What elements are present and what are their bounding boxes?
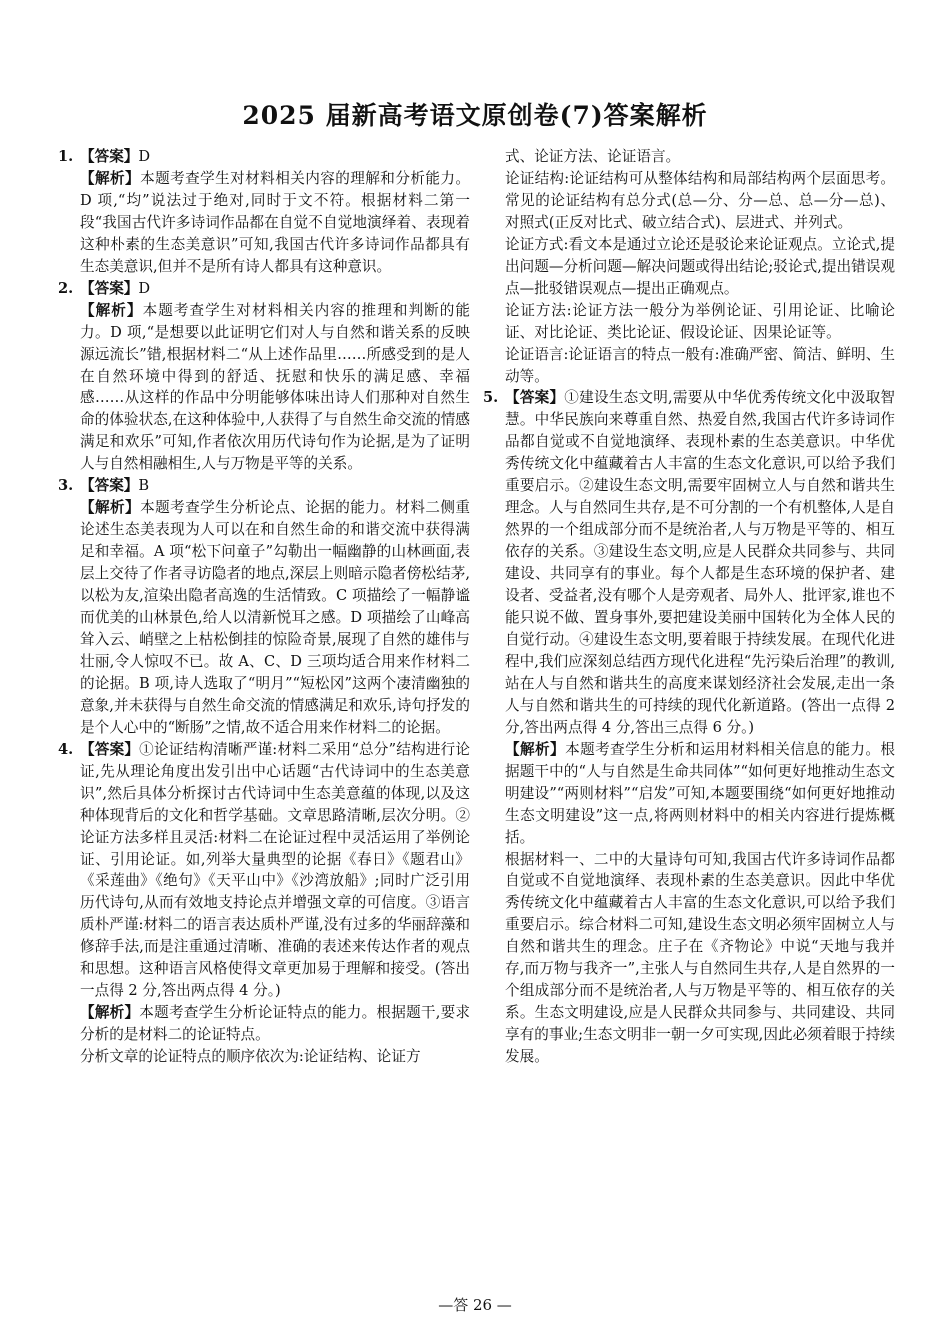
question-2 <box>58 278 470 476</box>
left-column <box>58 146 470 1068</box>
question-number: 5. <box>483 389 499 407</box>
analysis-text: 本题考查学生分析论点、论据的能力。材料二侧重论述生态美表现为人可以在和自然生命的和谐交流中获得满足和幸福。A 项“松下问童子”勾勒出一幅幽静的山林画面,表层上交待了作者寻访隐者的地点,深层上则暗示隐者傍松结茅,以松为友,渲染出隐者高逸的生活情致。C 项描绘了一幅静谧而优美的山林景色,给人以清新悦耳之感。D 项描绘了山峰高耸入云、峭壁之上枯松倒挂的惊险奇景,展现了自然的雄伟与壮丽,令人惊叹不已。故 A、C、D 三项均适合用来作材料二的论据。B 项,诗人选取了“明月”“短松冈”这两个凄清幽独的意象,并未获得与自然生命交流的情感满足和欢乐,诗句抒发的是个人心中的“断肠”之情,故不适合用来作材料二的论据。 <box>80 499 470 736</box>
analysis-text: 本题考查学生对材料相关内容的推理和判断的能力。D 项,“是想要以此证明它们对人与自然和谐关系的反映源远流长”错,根据材料二“从上述作品里……所感受到的是人在自然环境中得到的舒适、抚慰和快乐的满足感、幸福感……从这样的作品中分明能够体味出诗人们那种对自然生命的体验状态,在这种体验中,人获得了与自然生命交流的情感满足和欢乐”可知,作者依次用历代诗句作为论据,是为了证明人与自然相融相生,人与万物是平等的关系。 <box>80 301 470 473</box>
analysis-extra: 根据材料一、二中的大量诗句可知,我国古代许多诗词作品都自觉或不自觉地演绎、表现朴素的生态美意识。因此中华优秀传统文化中蕴藏着古人丰富的生态文化意识,可以给予我们重要启示。综合材料二可知,建设生态文明必须牢固树立人与自然和谐共生的理念。庄子在《齐物论》中说“天地与我并存,而万物与我齐一”,主张人与自然同生共存,人是自然界的一个组成部分而不是统治者,人与万物是平等的、相互依存的关系。生态文明建设,应是人民群众共同参与、共同建设、共同享有的事业;生态文明非一朝一夕可实现,因此必须着眼于持续发展。 <box>505 850 895 1066</box>
page-number: —答 26 — <box>438 1296 512 1314</box>
answer-tag: 【答案】 <box>80 740 140 758</box>
answer-block <box>58 739 470 1002</box>
question-number: 3. <box>58 477 74 495</box>
answer-line <box>58 475 470 497</box>
answer-line <box>58 146 470 168</box>
analysis-tag: 【解析】 <box>80 499 141 517</box>
q4-continuation-mode: 论证方式:看文本是通过立论还是驳论来论证观点。立论式,提出问题—分析问题—解决问题或得出结论;驳论式,提出错误观点—批驳错误观点—提出正确观点。 <box>505 235 895 297</box>
q4-continuation-language: 论证语言:论证语言的特点一般有:准确严密、简洁、鲜明、生动等。 <box>505 345 895 385</box>
question-number: 2. <box>58 279 74 297</box>
question-5 <box>483 387 895 1068</box>
answer-text: D <box>138 148 151 165</box>
page-title: 2025 届新高考语文原创卷(7)答案解析 <box>242 101 708 130</box>
q4-continuation-line: 式、论证方法、论证语言。 <box>505 148 681 165</box>
analysis-block <box>483 739 895 849</box>
analysis-text: 本题考查学生分析和运用材料相关信息的能力。根据题干中的“人与自然是生命共同体”“如何更好地推动生态文明建设”“两则材料”“启发”可知,本题要围绕“如何更好地推动生态文明建设”这一点,将两则材料中的相关内容进行提炼概括。 <box>505 740 895 846</box>
question-number: 4. <box>58 740 74 758</box>
analysis-tag: 【解析】 <box>80 169 141 187</box>
answer-line <box>58 278 470 300</box>
answer-tag: 【答案】 <box>80 477 139 495</box>
analysis-text: 本题考查学生分析论证特点的能力。根据题干,要求分析的是材料二的论证特点。 <box>80 1004 470 1044</box>
question-1 <box>58 146 470 278</box>
analysis-block <box>58 497 470 738</box>
analysis-tag: 【解析】 <box>80 301 143 319</box>
analysis-extra: 分析文章的论证特点的顺序依次为:论证结构、论证方 <box>80 1048 421 1066</box>
question-3 <box>58 475 470 738</box>
answer-tag: 【答案】 <box>80 279 139 297</box>
answer-text: ①建设生态文明,需要从中华优秀传统文化中汲取智慧。中华民族向来尊重自然、热爱自然,我国古代许多诗词作品都自觉或不自觉地演绎、表现朴素的生态美意识。中华优秀传统文化中蕴藏着古人丰富的生态文化意识,可以给予我们重要启示。②建设生态文明,需要牢固树立人与自然和谐共生理念。人与自然同生共存,是不可分割的一个有机整体,人是自然界的一个组成部分而不是统治者,人与万物是平等的、相互依存的关系。③建设生态文明,应是人民群众共同参与、共同建设、共同享有的事业。每个人都是生态环境的保护者、建设者、受益者,没有哪个人是旁观者、局外人、批评家,谁也不能只说不做、置身事外,要把建设美丽中国转化为全体人民的自觉行动。④建设生态文明,要着眼于持续发展。在现代化进程中,我们应深刻总结西方现代化进程“先污染后治理”的教训,站在人与自然和谐共生的高度来谋划经济社会发展,走出一条人与自然和谐共生的可持续的现代化新道路。(答出一点得 2 分,答出两点得 4 分,答出三点得 6 分。) <box>505 389 895 736</box>
answer-tag: 【答案】 <box>505 389 565 407</box>
right-column <box>483 146 895 1068</box>
analysis-text: 本题考查学生对材料相关内容的理解和分析能力。D 项,“均”说法过于绝对,同时于文不符。根据材料二第一段“我国古代许多诗词作品都在自觉不自觉地演绎着、表现着这种朴素的生态美意识”可知,我国古代许多诗词作品都具有生态美意识,但并不是所有诗人都具有这种意识。 <box>80 169 470 275</box>
analysis-tag: 【解析】 <box>505 740 566 758</box>
q4-continuation-method: 论证方法:论证方法一般分为举例论证、引用论证、比喻论证、对比论证、类比论证、假设论证、因果论证等。 <box>505 301 895 341</box>
answer-tag: 【答案】 <box>80 148 139 165</box>
analysis-tag: 【解析】 <box>80 1004 140 1022</box>
analysis-block <box>58 1002 470 1046</box>
q4-continuation-structure: 论证结构:论证结构可从整体结构和局部结构两个层面思考。常见的论证结构有总分式(总—分、分—总、总—分—总)、对照式(正反对比式、破立结合式)、层进式、并列式。 <box>505 169 895 231</box>
answer-text: ①论证结构清晰严谨:材料二采用“总分”结构进行论证,先从理论角度出发引出中心话题“古代诗词中的生态美意识”,然后具体分析探讨古代诗词中生态美意蕴的体现,以及这种体现背后的文化和哲学基础。文章思路清晰,层次分明。②论证方法多样且灵活:材料二在论证过程中灵活运用了举例论证、引用论证。如,列举大量典型的论据《春日》《题君山》《采莲曲》《绝句》《天平山中》《沙湾放船》;同时广泛引用历代诗句,从而有效地支持论点并增强文章的可信度。③语言质朴严谨:材料二的语言表达质朴严谨,没有过多的华丽辞藻和修辞手法,而是注重通过清晰、准确的表述来传达作者的观点和思想。这种语言风格使得文章更加易于理解和接受。(答出一点得 2 分,答出两点得 4 分。) <box>80 740 470 1000</box>
analysis-block <box>58 168 470 278</box>
question-number: 1. <box>58 148 74 165</box>
analysis-block <box>58 300 470 476</box>
question-4 <box>58 739 470 1068</box>
answer-block <box>483 387 895 738</box>
answer-text: D <box>138 279 151 297</box>
answer-text: B <box>138 477 150 495</box>
